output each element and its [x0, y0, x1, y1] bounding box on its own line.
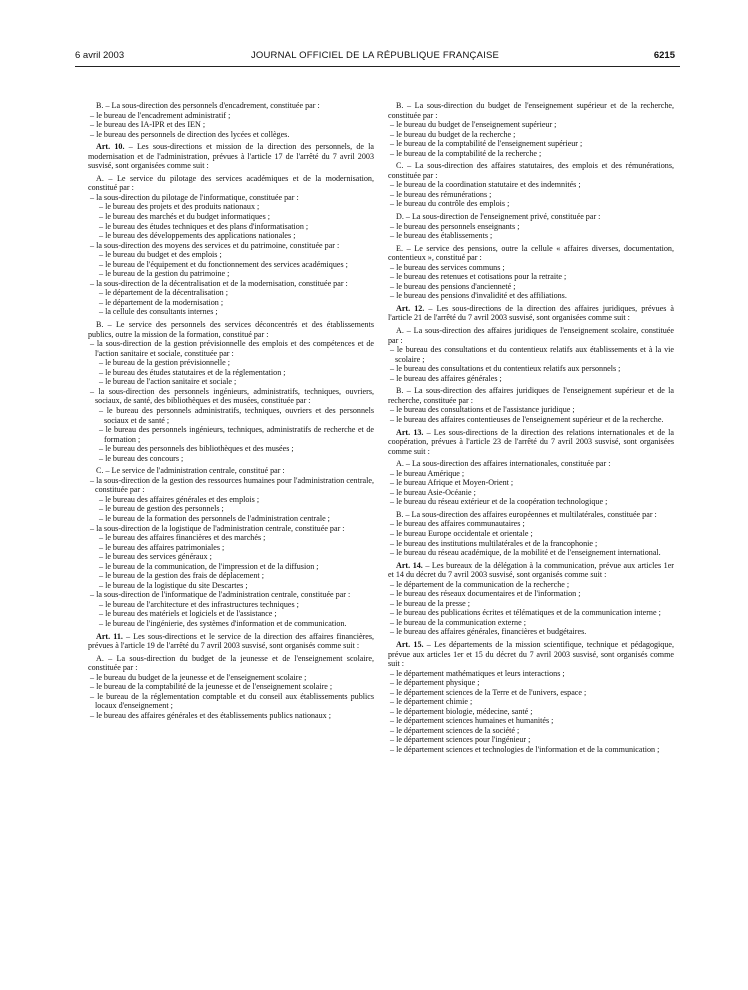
list-item: – le département de la décentralisation ; [99, 288, 228, 298]
article-paragraph [388, 304, 674, 323]
list-item: – la sous-direction de l'informatique de l'administration centrale, constituée par : [90, 590, 351, 600]
list-item: – le bureau des personnels enseignants ; [390, 221, 520, 231]
list-item: – le bureau des consultations et de l'assistance juridique ; [390, 405, 575, 415]
list-item: – le bureau des affaires patrimoniales ; [99, 542, 225, 552]
list-item: – le bureau des développements des applications nationales ; [99, 231, 296, 241]
section-heading: B. – La sous-direction du budget de l'enseignement supérieur et de la recherche, constituée par : [388, 101, 674, 120]
article-paragraph [388, 640, 674, 669]
list-item: – le bureau des personnels de direction des lycées et collèges. [90, 129, 290, 139]
list-item: – le bureau des marchés et du budget informatiques ; [99, 212, 271, 222]
list-item: – la cellule des consultants internes ; [99, 307, 218, 317]
list-item: – le bureau du réseau académique, de la mobilité et de l'enseignement international. [390, 548, 661, 558]
list-item: – la sous-direction des moyens des services et du patrimoine, constituée par : [90, 240, 340, 250]
list-item: – le département sciences de la Terre et de l'univers, espace ; [390, 687, 587, 697]
header-date: 6 avril 2003 [75, 50, 125, 61]
list-item: – le département de la communication de la recherche ; [390, 579, 570, 589]
list-item: – le bureau des retenues et cotisations pour la retraite ; [390, 272, 567, 282]
list-item: – le département sciences humaines et humanités ; [390, 716, 554, 726]
article-text: – Les départements de la mission scientifique, technique et pédagogique, prévue aux articles 1er et 15 du décret du 7 avril 2003 susvisé, sont organisés comme suit : [388, 639, 675, 669]
header-title: JOURNAL OFFICIEL DE LA RÉPUBLIQUE FRANÇAISE [250, 50, 500, 61]
article-text: – Les sous-directions de la direction des relations internationales et de la coopération, prévues à l'article 23 de l'arrêté du 7 avril 2003 susvisé, sont organisées comme suit : [388, 427, 674, 456]
list-item: – le bureau de la comptabilité de la jeunesse et de l'enseignement scolaire ; [90, 682, 333, 692]
list-item: – le bureau de la réglementation comptable et du conseil aux établissements publics locaux d'enseignement ; [90, 691, 374, 711]
header-page-number: 6215 [653, 50, 675, 61]
list-item: – le bureau des services généraux ; [99, 552, 212, 562]
article-number: Art. 11. [96, 631, 123, 641]
right-column [388, 98, 674, 755]
list-item: – le bureau des affaires financières et des marchés ; [99, 533, 266, 543]
article-number: Art. 10. [96, 142, 125, 152]
list-item: – le bureau de l'encadrement administratif ; [90, 110, 231, 120]
section-heading: B. – La sous-direction des affaires européennes et multilatérales, constituée par : [396, 509, 657, 519]
list-item: – le bureau du budget de l'enseignement supérieur ; [390, 120, 557, 130]
section-heading: C. – Le service de l'administration centrale, constitué par : [96, 466, 285, 476]
list-item: – le bureau des consultations et du contentieux relatifs aux établissements et à la vie scolaire ; [390, 345, 674, 364]
article-number: Art. 14. [396, 560, 423, 570]
list-item: – le bureau du budget de la recherche ; [390, 129, 516, 139]
list-item: – le département chimie ; [390, 697, 473, 707]
article-number: Art. 13. [396, 427, 424, 437]
list-item: – le département physique ; [390, 678, 480, 688]
section-heading: A. – La sous-direction du budget de la jeunesse et de l'enseignement scolaire, constituée par : [88, 653, 374, 673]
list-item: – le département sciences et technologies de l'information et de la communication ; [390, 745, 660, 754]
list-item: – le bureau des personnels ingénieurs, techniques, administratifs de recherche et de formation ; [99, 425, 374, 444]
list-item: – le bureau des personnels des bibliothèques et des musées ; [99, 444, 294, 454]
list-item: – le bureau des affaires contentieuses de l'enseignement supérieur et de la recherche. [390, 414, 664, 424]
list-item: – le bureau des IA-IPR et des IEN ; [90, 120, 206, 130]
list-item: – le département de la modernisation ; [99, 297, 224, 307]
list-item: – la sous-direction du pilotage de l'informatique, constituée par : [90, 192, 299, 202]
article-text: – Les sous-directions et mission de la direction des personnels, de la modernisation et de l'administration, prévues à l'article 17 de l'arrêté du 7 avril 2003 susvisé, sont organisées comme suit : [88, 142, 375, 171]
section-heading: B. – Le service des personnels des services déconcentrés et des établissements publics, outre la mission de la formation, constitué par : [88, 320, 374, 339]
list-item: – le bureau des réseaux documentaires et de l'information ; [390, 589, 581, 599]
list-item: – le bureau des affaires générales et des emplois ; [99, 494, 260, 504]
section-heading: B. – La sous-direction des personnels d'encadrement, constituée par : [96, 101, 320, 110]
list-item: – le bureau des consultations et du contentieux relatifs aux personnels ; [390, 364, 621, 374]
list-item: – le bureau de la comptabilité de l'enseignement supérieur ; [390, 139, 583, 149]
list-item: – le bureau du budget et des emplois ; [99, 250, 222, 260]
list-item: – le bureau de l'action sanitaire et sociale ; [99, 377, 237, 387]
section-heading: A. – La sous-direction des affaires internationales, constituée par : [396, 459, 611, 469]
list-item: – le bureau de la gestion du patrimoine ; [99, 269, 230, 279]
list-item: – le département mathématiques et leurs interactions ; [390, 668, 565, 678]
section-heading: A. – La sous-direction des affaires juridiques de l'enseignement scolaire, constituée par : [388, 326, 674, 345]
list-item: – le bureau du budget de la jeunesse et de l'enseignement scolaire ; [90, 672, 307, 682]
section-heading: D. – La sous-direction de l'enseignement privé, constituée par : [396, 212, 601, 222]
list-item: – le bureau de la coordination statutaire et des indemnités ; [390, 180, 581, 190]
list-item: – le bureau des pensions d'invalidité et des affiliations. [390, 291, 567, 301]
article-paragraph [388, 428, 674, 457]
list-item: – la sous-direction de la décentralisation et de la modernisation, constituée par : [90, 278, 348, 288]
article-number: Art. 12. [396, 303, 425, 313]
list-item: – la sous-direction de la gestion des ressources humaines pour l'administration centrale, constituée par : [90, 475, 374, 495]
list-item: – le département sciences pour l'ingénieur ; [390, 735, 531, 745]
list-item: – le bureau des établissements ; [390, 231, 493, 241]
page-header [75, 50, 675, 64]
article-text: – Les sous-directions et le service de la direction des affaires financières, prévues à l'article 19 de l'arrêté du 7 avril 2003 susvisé, sont organisés comme suit : [88, 631, 374, 651]
list-item: – le bureau du réseau extérieur et de la coopération technologique ; [390, 497, 608, 507]
list-item: – la sous-direction de la logistique de l'administration centrale, constituée par : [90, 523, 345, 533]
list-item: – le bureau des publications écrites et télématiques et de la communication interne ; [390, 608, 661, 618]
list-item: – le bureau de la comptabilité de la recherche ; [390, 148, 542, 158]
list-item: – le bureau Afrique et Moyen-Orient ; [390, 478, 514, 488]
list-item: – le bureau de l'ingénierie, des systèmes d'information et de communication. [99, 618, 347, 628]
section-heading: C. – La sous-direction des affaires statutaires, des emplois et des rémunérations, constituée par : [388, 161, 674, 180]
list-item: – le bureau des affaires générales et des établissements publics nationaux ; [90, 710, 332, 720]
list-item: – le bureau du contrôle des emplois ; [390, 199, 510, 209]
section-heading: E. – Le service des pensions, outre la cellule « affaires diverses, documentation, contentieux », constitué par : [388, 243, 674, 263]
list-item: – le bureau de la communication, de l'impression et de la diffusion ; [99, 561, 319, 571]
article-text: – Les bureaux de la délégation à la communication, prévue aux articles 1er et 14 du décret du 7 avril 2003 susvisé, sont organisés comme suit : [388, 560, 674, 580]
list-item: – le bureau des matériels et logiciels et de l'assistance ; [99, 609, 277, 619]
list-item: – le bureau des institutions multilatérales et de la francophonie ; [390, 538, 598, 548]
article-paragraph [388, 561, 674, 580]
list-item: – le bureau Asie-Océanie ; [390, 487, 476, 497]
section-heading: A. – Le service du pilotage des services académiques et de la modernisation, constitué par : [88, 173, 374, 193]
header-rule [75, 66, 680, 67]
list-item: – le bureau des projets et des produits nationaux ; [99, 202, 260, 212]
list-item: – le bureau des pensions d'ancienneté ; [390, 281, 516, 291]
list-item: – le bureau de la logistique du site Descartes ; [99, 580, 248, 590]
list-item: – le bureau de l'équipement et du fonctionnement des services académiques ; [99, 259, 348, 269]
list-item: – le bureau des personnels administratifs, techniques, ouvriers et des personnels sociaux et de santé ; [99, 405, 374, 425]
section-heading: B. – La sous-direction des affaires juridiques de l'enseignement supérieur et de la recherche, constituée par : [388, 386, 674, 405]
list-item: – le bureau de la gestion des frais de déplacement ; [99, 571, 264, 581]
list-item: – le bureau des affaires communautaires ; [390, 519, 525, 529]
list-item: – le bureau des rémunérations ; [390, 189, 492, 199]
list-item: – le bureau des services communs ; [390, 262, 505, 272]
left-column [88, 98, 374, 720]
list-item: – le bureau des affaires générales, financières et budgétaires. [390, 627, 587, 637]
list-item: – le bureau des affaires générales ; [390, 373, 502, 383]
list-item: – le bureau de la gestion prévisionnelle ; [99, 358, 231, 368]
list-item: – le bureau Amérique ; [390, 468, 465, 478]
list-item: – le bureau de l'architecture et des infrastructures techniques ; [99, 599, 299, 609]
article-paragraph [88, 632, 374, 651]
list-item: – le bureau des études statutaires et de la réglementation ; [99, 367, 286, 377]
article-number: Art. 15. [396, 639, 424, 649]
article-text: – Les sous-directions de la direction des affaires juridiques, prévues à l'article 21 de l'arrêté du 7 avril 2003 susvisé, sont organisées comme suit : [388, 303, 675, 323]
list-item: – le bureau de la formation des personnels de l'administration centrale ; [99, 513, 330, 523]
article-paragraph [88, 142, 374, 171]
list-item: – le bureau de la communication externe ; [390, 617, 526, 627]
list-item: – le bureau de gestion des personnels ; [99, 504, 224, 514]
list-item: – le département biologie, médecine, santé ; [390, 706, 533, 716]
list-item: – la sous-direction des personnels ingénieurs, administratifs, techniques, ouvriers, sociaux, de santé, des bibliothèques et des musées, constituée par : [90, 386, 374, 406]
list-item: – le bureau des études techniques et des plans d'informatisation ; [99, 221, 309, 231]
list-item: – le bureau des concours ; [99, 453, 184, 463]
list-item: – le bureau de la presse ; [390, 598, 471, 608]
list-item: – le département sciences de la société ; [390, 725, 520, 735]
list-item: – le bureau Europe occidentale et orientale ; [390, 528, 533, 538]
list-item: – la sous-direction de la gestion prévisionnelle des emplois et des compétences et de l'action sanitaire et sociale, constituée par : [90, 339, 374, 358]
